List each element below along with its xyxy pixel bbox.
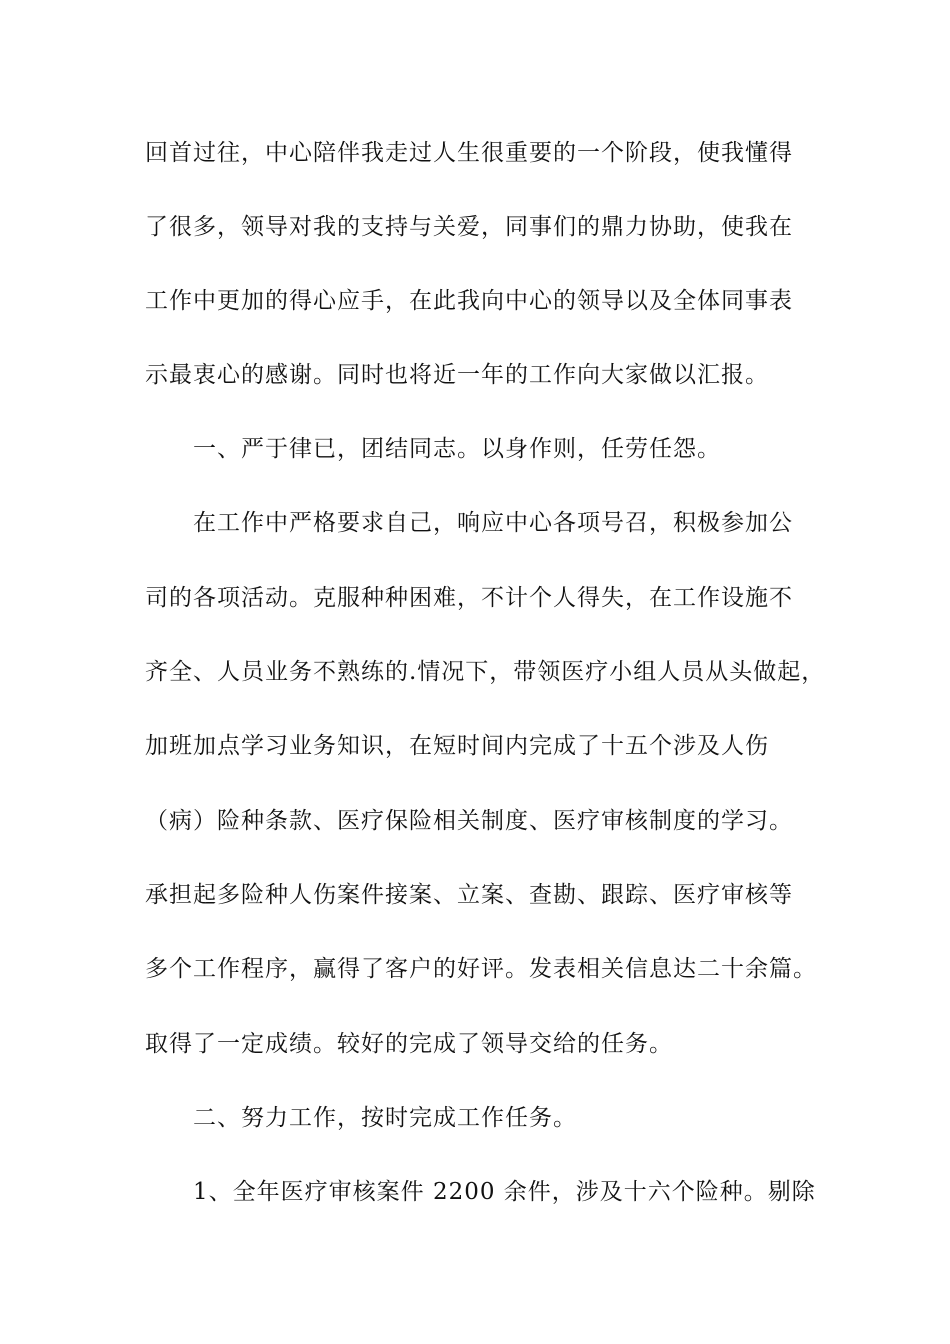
section-heading: 一、严于律已，团结同志。以身作则，任劳任怨。 — [193, 436, 721, 462]
text-line: 示最衷心的感谢。同时也将近一年的工作向大家做以汇报。 — [145, 362, 769, 388]
text-line: 在工作中严格要求自己，响应中心各项号召，积极参加公 — [193, 510, 793, 536]
text-line: 了很多，领导对我的支持与关爱，同事们的鼎力协助，使我在 — [145, 214, 793, 240]
text-line: （病）险种条款、医疗保险相关制度、医疗审核制度的学习。 — [145, 808, 793, 834]
text-line: 承担起多险种人伤案件接案、立案、查勘、跟踪、医疗审核等 — [145, 882, 793, 908]
text-line: 司的各项活动。克服种种困难，不计个人得失，在工作设施不 — [145, 585, 793, 611]
text-line: 齐全、人员业务不熟练的.情况下，带领医疗小组人员从头做起， — [145, 659, 826, 685]
text-line: 1、全年医疗审核案件 2200 余件，涉及十六个险种。剔除 — [193, 1179, 816, 1205]
text-line: 取得了一定成绩。较好的完成了领导交给的任务。 — [145, 1031, 673, 1057]
text-line: 回首过往，中心陪伴我走过人生很重要的一个阶段，使我懂得 — [145, 140, 793, 166]
text-line: 加班加点学习业务知识，在短时间内完成了十五个涉及人伤 — [145, 733, 769, 759]
text-line: 工作中更加的得心应手，在此我向中心的领导以及全体同事表 — [145, 288, 793, 314]
section-heading: 二、努力工作，按时完成工作任务。 — [193, 1105, 577, 1131]
text-line: 多个工作程序，赢得了客户的好评。发表相关信息达二十余篇。 — [145, 956, 817, 982]
